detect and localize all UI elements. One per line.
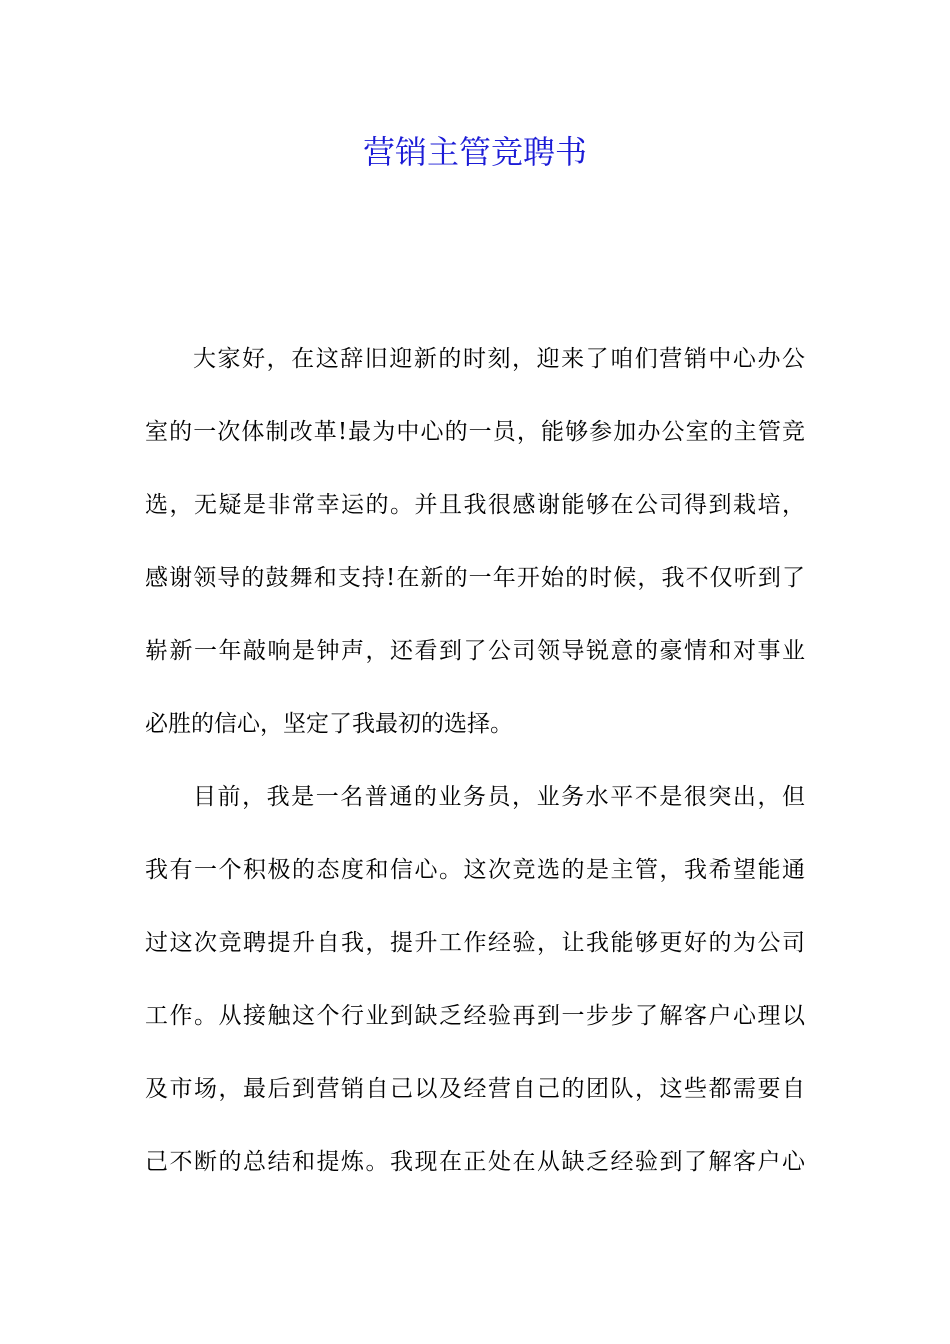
document-title: 营销主管竞聘书 [362,133,587,171]
paragraph-1-line-3: 选，无疑是非常幸运的。并且我很感谢能够在公司得到栽培， [145,492,805,518]
paragraph-2-line-1: 目前，我是一名普通的业务员，业务水平不是很突出，但 [193,784,805,810]
paragraph-2-line-5: 及市场，最后到营销自己以及经营自己的团队，这些都需要自 [145,1076,805,1102]
paragraph-1-line-5: 崭新一年敲响是钟声，还看到了公司领导锐意的豪情和对事业 [145,638,805,664]
paragraph-1-line-1: 大家好，在这辞旧迎新的时刻，迎来了咱们营销中心办公 [193,346,805,372]
document-body [145,336,805,1212]
paragraph-2-line-6: 己不断的总结和提炼。我现在正处在从缺乏经验到了解客户心 [145,1149,805,1175]
paragraph-2-line-3: 过这次竞聘提升自我，提升工作经验，让我能够更好的为公司 [145,930,805,956]
paragraph-1-line-2: 室的一次体制改革!最为中心的一员，能够参加办公室的主管竞 [145,419,805,445]
paragraph-1-line-6: 必胜的信心，坚定了我最初的选择。 [145,711,513,737]
paragraph-2-line-2: 我有一个积极的态度和信心。这次竞选的是主管，我希望能通 [145,857,805,883]
paragraph-2-line-4: 工作。从接触这个行业到缺乏经验再到一步步了解客户心理以 [145,1003,805,1029]
paragraph-1-line-4: 感谢领导的鼓舞和支持!在新的一年开始的时候，我不仅听到了 [145,565,805,591]
